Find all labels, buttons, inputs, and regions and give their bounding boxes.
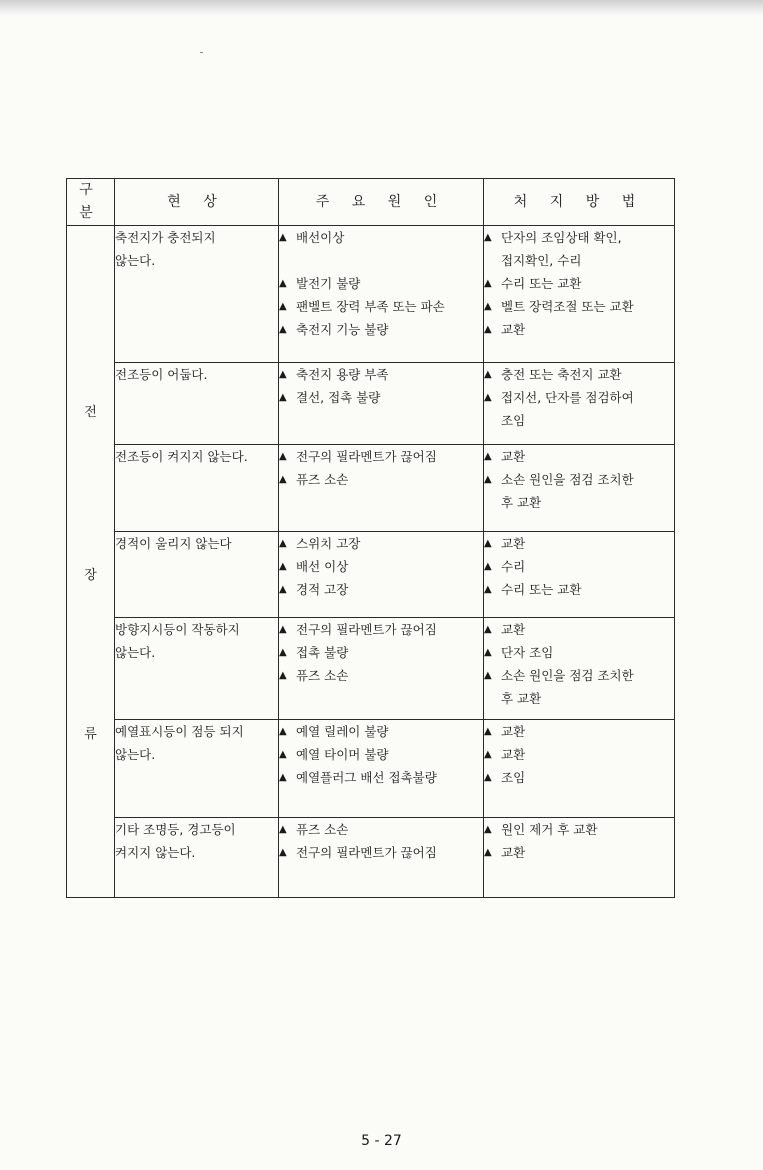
list-item (484, 445, 674, 468)
list-item (279, 641, 483, 664)
triangle-bullet-icon: ▲ (279, 847, 287, 858)
triangle-bullet-icon: ▲ (279, 451, 287, 462)
remedy-cell (484, 720, 675, 818)
symptom-cell (115, 720, 279, 818)
list-item (484, 818, 674, 841)
list-item (279, 720, 483, 743)
list-item (279, 818, 483, 841)
table-row (67, 720, 675, 818)
triangle-bullet-icon: ▲ (484, 451, 492, 462)
table-row (67, 532, 675, 618)
list-item (279, 664, 483, 687)
list-item (484, 578, 674, 601)
list-item-text: 교환 (501, 449, 526, 464)
list-item-text: 충전 또는 축전지 교환 (501, 367, 622, 382)
symptom-cell (115, 445, 279, 532)
triangle-bullet-icon: ▲ (484, 726, 492, 737)
list-item-text: 예열 릴레이 불량 (296, 724, 389, 739)
symptom-cell (115, 818, 279, 898)
remedy-cell (484, 445, 675, 532)
list-item (484, 766, 674, 789)
triangle-bullet-icon: ▲ (484, 624, 492, 635)
remedy-cell (484, 363, 675, 445)
cause-cell (279, 532, 484, 618)
list-item (279, 532, 483, 555)
list-item-text: 전구의 필라멘트가 끊어짐 (296, 622, 437, 637)
table-header-row (67, 179, 675, 226)
cause-cell (279, 363, 484, 445)
triangle-bullet-icon: ▲ (279, 624, 287, 635)
list-item-text: 퓨즈 소손 (296, 472, 349, 487)
list-item-text: 접촉 불량 (296, 645, 349, 660)
continuation-line: 후 교환 (501, 495, 542, 510)
symptom-cell (115, 618, 279, 720)
triangle-bullet-icon: ▲ (484, 538, 492, 549)
category-char: 류 (84, 727, 97, 742)
cause-cell (279, 818, 484, 898)
table-row (67, 445, 675, 532)
list-item-text: 접지선, 단자를 점검하여 (501, 390, 634, 405)
triangle-bullet-icon: ▲ (484, 392, 492, 403)
list-item-text: 교환 (501, 622, 526, 637)
list-item-text: 경적 고장 (296, 582, 349, 597)
list-item-text: 스위치 고장 (296, 536, 361, 551)
list-item (279, 386, 483, 409)
header-cause: 주 요 원 인 (279, 179, 484, 226)
triangle-bullet-icon: ▲ (484, 749, 492, 760)
list-item-text: 교환 (501, 747, 526, 762)
category-char: 장 (84, 568, 97, 583)
list-item (484, 363, 674, 386)
list-item (279, 743, 483, 766)
list-item (484, 720, 674, 743)
cause-cell (279, 720, 484, 818)
list-item-text: 교환 (501, 536, 526, 551)
table-row (67, 818, 675, 898)
list-item (484, 743, 674, 766)
list-item-text: 퓨즈 소손 (296, 822, 349, 837)
symptom-line: 켜지지 않는다. (115, 845, 196, 860)
triangle-bullet-icon: ▲ (279, 278, 287, 289)
list-item (484, 841, 674, 864)
list-item-text: 수리 또는 교환 (501, 276, 582, 291)
triangle-bullet-icon: ▲ (484, 561, 492, 572)
list-item (279, 766, 483, 789)
triangle-bullet-icon: ▲ (279, 392, 287, 403)
list-item (484, 468, 674, 491)
cause-cell (279, 445, 484, 532)
page-number: 5 - 27 (361, 1133, 402, 1149)
list-item-text: 발전기 불량 (296, 276, 361, 291)
triangle-bullet-icon: ▲ (484, 824, 492, 835)
list-item (279, 555, 483, 578)
list-item-text: 전구의 필라멘트가 끊어짐 (296, 845, 437, 860)
blank-line (279, 249, 483, 272)
list-item-text: 수리 또는 교환 (501, 582, 582, 597)
cause-cell (279, 226, 484, 363)
symptom-line: 전조등이 켜지지 않는다. (115, 449, 248, 464)
list-item-text: 수리 (501, 559, 526, 574)
remedy-cell (484, 818, 675, 898)
list-item-text: 소손 원인을 점검 조치한 (501, 668, 634, 683)
symptom-cell (115, 532, 279, 618)
symptom-cell (115, 226, 279, 363)
triangle-bullet-icon: ▲ (484, 647, 492, 658)
list-item-text: 결선, 접촉 불량 (296, 390, 381, 405)
list-item (484, 641, 674, 664)
triangle-bullet-icon: ▲ (484, 670, 492, 681)
symptom-line: 경적이 울리지 않는다 (115, 536, 232, 551)
continuation-line: 조임 (501, 413, 526, 428)
list-item (484, 295, 674, 318)
list-item-text: 배선이상 (296, 230, 345, 245)
triangle-bullet-icon: ▲ (484, 369, 492, 380)
list-item (279, 226, 483, 249)
triangle-bullet-icon: ▲ (279, 749, 287, 760)
triangle-bullet-icon: ▲ (279, 301, 287, 312)
triangle-bullet-icon: ▲ (279, 561, 287, 572)
triangle-bullet-icon: ▲ (279, 474, 287, 485)
header-symptom: 현 상 (115, 179, 279, 226)
list-item-text: 원인 제거 후 교환 (501, 822, 598, 837)
list-item (279, 363, 483, 386)
troubleshooting-table (66, 178, 675, 898)
list-item (484, 618, 674, 641)
list-item-text: 팬벨트 장력 부족 또는 파손 (296, 299, 445, 314)
triangle-bullet-icon: ▲ (279, 369, 287, 380)
table-row (67, 363, 675, 445)
triangle-bullet-icon: ▲ (279, 232, 287, 243)
list-item-text: 교환 (501, 724, 526, 739)
list-item (484, 272, 674, 295)
list-item (279, 295, 483, 318)
list-item (484, 318, 674, 341)
header-category: 구 분 (67, 179, 115, 226)
triangle-bullet-icon: ▲ (279, 584, 287, 595)
list-item-text: 소손 원인을 점검 조치한 (501, 472, 634, 487)
list-item (279, 841, 483, 864)
list-item (279, 618, 483, 641)
list-item-text: 전구의 필라멘트가 끊어짐 (296, 449, 437, 464)
header-remedy: 처 지 방 법 (484, 179, 675, 226)
triangle-bullet-icon: ▲ (484, 474, 492, 485)
continuation-line: 접지확인, 수리 (501, 253, 582, 268)
triangle-bullet-icon: ▲ (484, 232, 492, 243)
triangle-bullet-icon: ▲ (279, 772, 287, 783)
list-item-text: 벨트 장력조절 또는 교환 (501, 299, 634, 314)
list-item-text: 조임 (501, 770, 526, 785)
triangle-bullet-icon: ▲ (279, 647, 287, 658)
symptom-line: 기타 조명등, 경고등이 (115, 822, 236, 837)
list-item (484, 226, 674, 249)
list-item (279, 318, 483, 341)
table-row (67, 226, 675, 363)
list-item-text: 교환 (501, 322, 526, 337)
list-item-text: 단자의 조임상태 확인, (501, 230, 622, 245)
triangle-bullet-icon: ▲ (484, 847, 492, 858)
symptom-line: 예열표시등이 점등 되지 (115, 724, 244, 739)
list-item-text: 예열플러그 배선 접촉불량 (296, 770, 437, 785)
list-item (279, 468, 483, 491)
scan-speck (200, 52, 203, 53)
triangle-bullet-icon: ▲ (279, 670, 287, 681)
list-item (484, 386, 674, 409)
list-item-text: 예열 타이머 불량 (296, 747, 389, 762)
list-item (484, 532, 674, 555)
list-item (484, 664, 674, 687)
triangle-bullet-icon: ▲ (484, 301, 492, 312)
list-item-text: 축전지 용량 부족 (296, 367, 389, 382)
symptom-line: 전조등이 어둡다. (115, 367, 208, 382)
triangle-bullet-icon: ▲ (279, 726, 287, 737)
triangle-bullet-icon: ▲ (484, 324, 492, 335)
triangle-bullet-icon: ▲ (279, 538, 287, 549)
triangle-bullet-icon: ▲ (484, 584, 492, 595)
scan-top-band (0, 0, 763, 16)
symptom-line: 않는다. (115, 253, 156, 268)
triangle-bullet-icon: ▲ (279, 324, 287, 335)
continuation-line: 후 교환 (501, 691, 542, 706)
symptom-line: 방향지시등이 작동하지 (115, 622, 240, 637)
category-cell (67, 226, 115, 898)
symptom-cell (115, 363, 279, 445)
symptom-line: 축전지가 충전되지 (115, 230, 216, 245)
symptom-line: 않는다. (115, 747, 156, 762)
symptom-line: 않는다. (115, 645, 156, 660)
remedy-cell (484, 226, 675, 363)
triangle-bullet-icon: ▲ (484, 278, 492, 289)
list-item-text: 교환 (501, 845, 526, 860)
remedy-cell (484, 532, 675, 618)
list-item-text: 단자 조임 (501, 645, 554, 660)
cause-cell (279, 618, 484, 720)
list-item (279, 272, 483, 295)
triangle-bullet-icon: ▲ (484, 772, 492, 783)
triangle-bullet-icon: ▲ (279, 824, 287, 835)
list-item-text: 축전지 기능 불량 (296, 322, 389, 337)
table-row (67, 618, 675, 720)
list-item-text: 퓨즈 소손 (296, 668, 349, 683)
remedy-cell (484, 618, 675, 720)
list-item (279, 445, 483, 468)
category-char: 전 (84, 405, 97, 420)
list-item (279, 578, 483, 601)
list-item (484, 555, 674, 578)
list-item-text: 배선 이상 (296, 559, 349, 574)
